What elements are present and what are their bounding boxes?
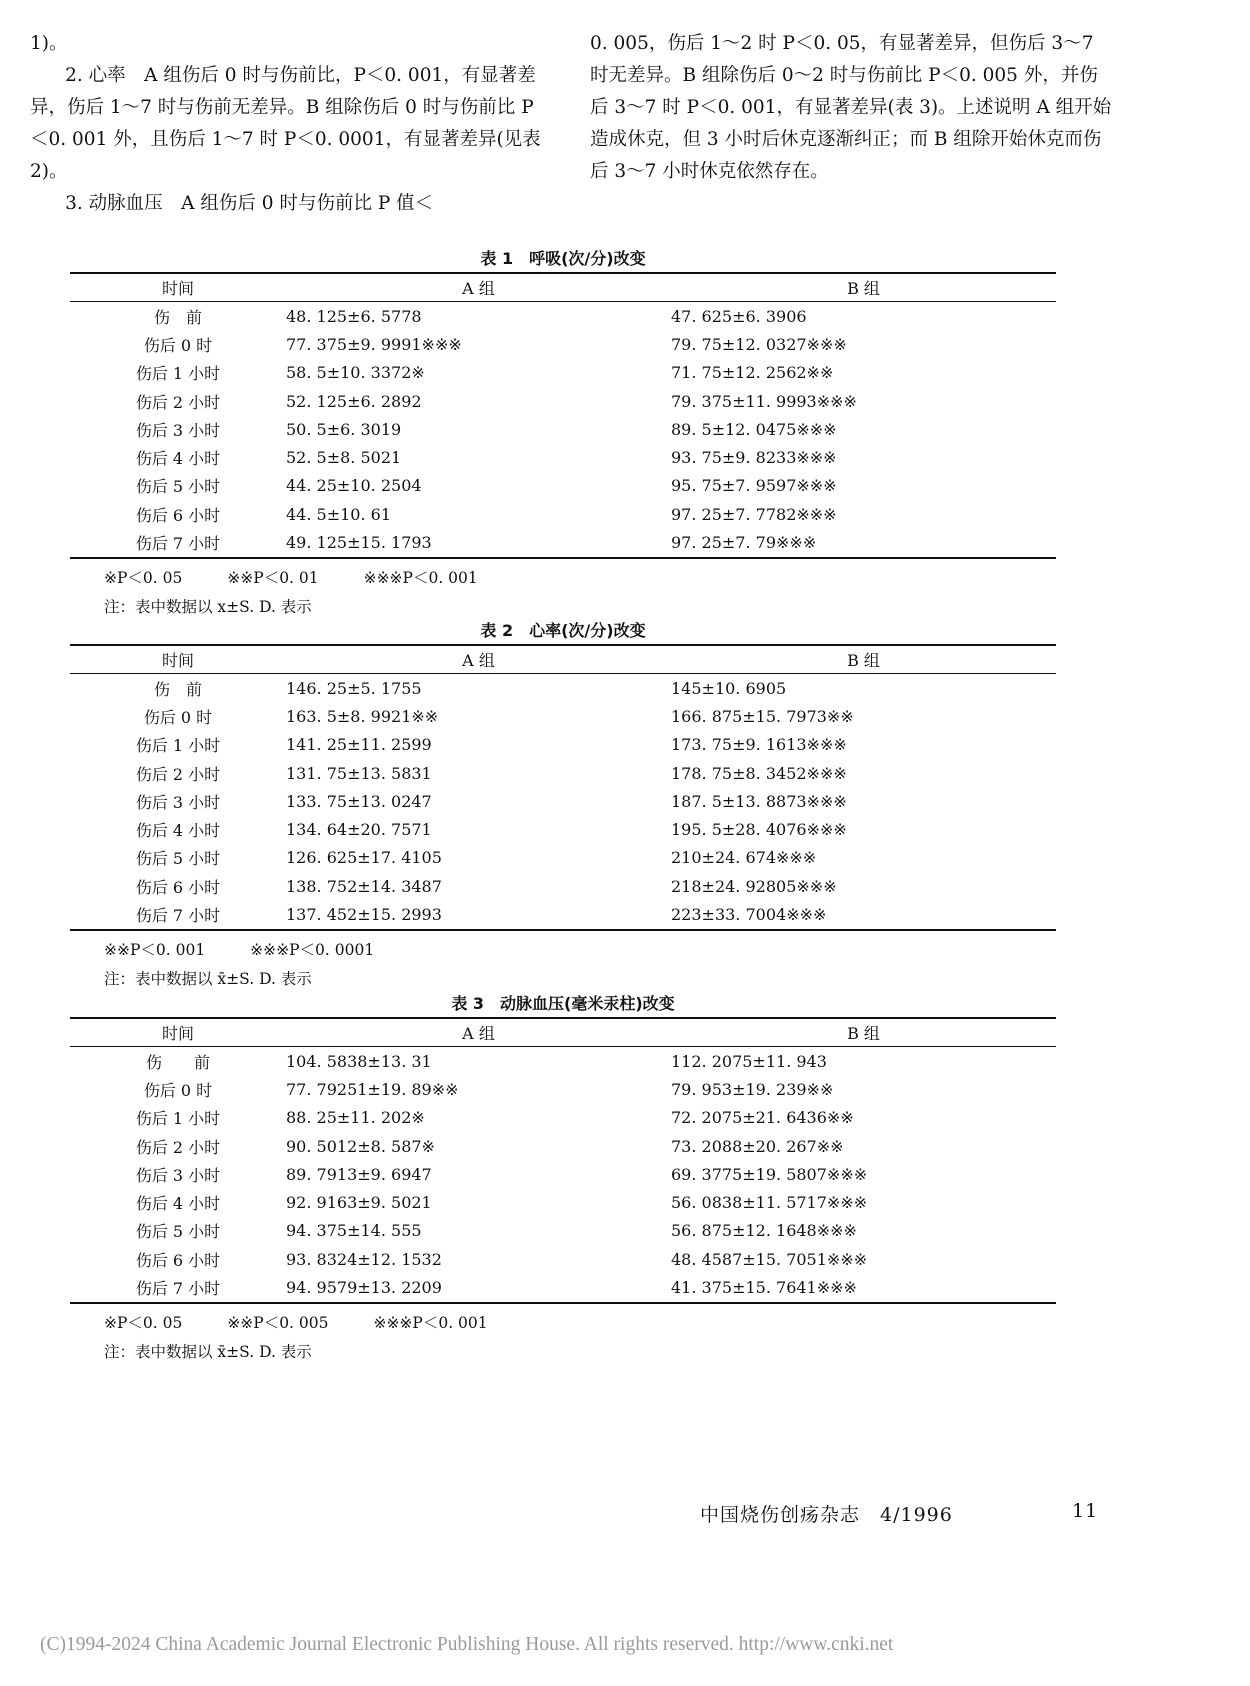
significance-item: ※※P＜0. 005 xyxy=(227,1313,329,1332)
cell-time: 伤后 5 小时 xyxy=(135,477,221,497)
header-group-a: A 组 xyxy=(286,273,671,302)
table-row xyxy=(70,900,1056,929)
cell-time: 伤后 6 小时 xyxy=(135,877,221,897)
table-title: 表 3 动脉血压(毫米汞柱)改变 xyxy=(451,994,675,1013)
table-row xyxy=(70,415,1056,443)
cell-group-b: 112. 2075±11. 943 xyxy=(671,1051,827,1071)
table-header-row xyxy=(70,1018,1056,1047)
cell-group-b: 47. 625±6. 3906 xyxy=(671,306,807,326)
table-row xyxy=(70,674,1056,703)
cell-group-a: 44. 25±10. 2504 xyxy=(286,476,422,496)
table-header-row xyxy=(70,645,1056,674)
cell-group-a: 138. 752±14. 3487 xyxy=(286,876,442,896)
cell-time: 伤后 6 小时 xyxy=(135,505,221,525)
table-row xyxy=(70,1047,1056,1076)
cell-group-b: 69. 3775±19. 5807※※※ xyxy=(671,1164,868,1184)
journal-footer xyxy=(700,1500,1100,1527)
cell-group-a: 90. 5012±8. 587※ xyxy=(286,1136,435,1156)
cell-group-b: 71. 75±12. 2562※※ xyxy=(671,363,834,383)
paragraph-heart-rate: 2. 心率 A 组伤后 0 时与伤前比，P＜0. 001，有显著差异，伤后 1～7 时与伤前无差异。B 组除伤后 0 时与伤前比 P＜0. 001 外，且伤后 1～7 时 P＜0. 0001，有显著差异(见表 2)。 xyxy=(30,65,541,182)
cell-time: 伤后 2 小时 xyxy=(135,764,221,784)
cell-time: 伤后 7 小时 xyxy=(70,1273,286,1302)
table-row xyxy=(70,472,1056,500)
cell-time: 伤后 1 小时 xyxy=(135,736,221,756)
cell-time: 伤后 1 小时 xyxy=(135,364,221,384)
table-row xyxy=(70,1104,1056,1132)
cell-group-b: 145±10. 6905 xyxy=(671,678,787,698)
cell-group-a: 133. 75±13. 0247 xyxy=(286,791,432,811)
cell-group-a: 131. 75±13. 5831 xyxy=(286,763,432,783)
significance-item: ※※※P＜0. 0001 xyxy=(250,940,375,959)
cell-time: 伤后 5 小时 xyxy=(135,849,221,869)
cell-group-b: 218±24. 92805※※※ xyxy=(671,876,837,896)
table-row xyxy=(70,702,1056,730)
table-row xyxy=(70,1132,1056,1160)
cell-time: 伤后 3 小时 xyxy=(135,792,221,812)
cell-group-a: 141. 25±11. 2599 xyxy=(286,735,432,755)
table-title: 表 2 心率(次/分)改变 xyxy=(480,621,646,640)
cell-time: 伤 前 xyxy=(153,307,202,327)
cell-time: 伤后 4 小时 xyxy=(135,1194,221,1214)
cell-group-b: 97. 25±7. 79※※※ xyxy=(671,528,1056,557)
cell-group-b: 73. 2088±20. 267※※ xyxy=(671,1136,844,1156)
cell-group-a: 94. 375±14. 555 xyxy=(286,1221,422,1241)
table-row xyxy=(70,302,1056,331)
cell-group-b: 195. 5±28. 4076※※※ xyxy=(671,820,847,840)
cell-group-b: 210±24. 674※※※ xyxy=(671,848,817,868)
table-2-block xyxy=(70,618,1056,993)
table-row xyxy=(70,872,1056,900)
page-number: 11 xyxy=(1072,1500,1099,1522)
cell-group-a: 44. 5±10. 61 xyxy=(286,504,392,524)
body-text-right-column xyxy=(590,28,1112,188)
cell-group-b: 166. 875±15. 7973※※ xyxy=(671,706,854,726)
cell-group-b: 178. 75±8. 3452※※※ xyxy=(671,763,847,783)
table-1-block xyxy=(70,246,1056,621)
cell-time: 伤后 4 小时 xyxy=(135,821,221,841)
significance-item: ※※※P＜0. 001 xyxy=(363,568,478,587)
cell-time: 伤后 3 小时 xyxy=(135,420,221,440)
table-row xyxy=(70,1217,1056,1245)
table-row xyxy=(70,815,1056,843)
table-title: 表 1 呼吸(次/分)改变 xyxy=(480,249,646,268)
cell-group-b: 48. 4587±15. 7051※※※ xyxy=(671,1249,868,1269)
cell-time: 伤后 1 小时 xyxy=(135,1109,221,1129)
table-row xyxy=(70,1075,1056,1103)
significance-item: ※P＜0. 05 xyxy=(104,1313,183,1332)
table-respiration xyxy=(70,272,1056,559)
header-time: 时间 xyxy=(70,1018,286,1047)
cell-group-a: 93. 8324±12. 1532 xyxy=(286,1249,442,1269)
cell-group-a: 134. 64±20. 7571 xyxy=(286,820,432,840)
significance-legend xyxy=(70,935,1056,965)
cell-time: 伤后 5 小时 xyxy=(135,1222,221,1242)
paragraph-blood-pressure: 3. 动脉血压 A 组伤后 0 时与伤前比 P 值＜ xyxy=(65,193,434,214)
table-row xyxy=(70,359,1056,387)
significance-item: ※※P＜0. 01 xyxy=(227,568,319,587)
header-group-b: B 组 xyxy=(671,645,1056,674)
cell-time: 伤后 0 时 xyxy=(143,707,213,727)
cell-group-b: 223±33. 7004※※※ xyxy=(671,900,1056,929)
cell-time: 伤后 6 小时 xyxy=(135,1250,221,1270)
table-note: 注：表中数据以 x̄±S. D. 表示 xyxy=(104,1342,312,1361)
header-time: 时间 xyxy=(70,273,286,302)
table-row xyxy=(70,387,1056,415)
cell-group-a: 94. 9579±13. 2209 xyxy=(286,1273,671,1302)
cell-time: 伤后 0 时 xyxy=(143,1080,213,1100)
table-row xyxy=(70,731,1056,759)
cell-group-a: 49. 125±15. 1793 xyxy=(286,528,671,557)
cell-group-a: 77. 375±9. 9991※※※ xyxy=(286,334,462,354)
cell-group-b: 41. 375±15. 7641※※※ xyxy=(671,1273,1056,1302)
cell-time: 伤 前 xyxy=(145,1052,210,1072)
paragraph-continuation: 1)。 xyxy=(30,33,68,54)
cell-group-a: 88. 25±11. 202※ xyxy=(286,1108,425,1128)
table-heart-rate xyxy=(70,644,1056,931)
header-group-b: B 组 xyxy=(671,273,1056,302)
table-row xyxy=(70,528,1056,557)
copyright-notice: (C)1994-2024 China Academic Journal Electronic Publishing House. All rights reserved. http://www.cnki.net xyxy=(40,1634,894,1655)
cell-group-a: 77. 79251±19. 89※※ xyxy=(286,1079,459,1099)
table-row xyxy=(70,500,1056,528)
paragraph-blood-pressure-continued: 0. 005，伤后 1～2 时 P＜0. 05，有显著差异，但伤后 3～7 时无差异。B 组除伤后 0～2 时与伤前比 P＜0. 005 外，并伤后 3～7 时 P＜0. 001，有显著差异(表 3)。上述说明 A 组开始造成休克，但 3 小时后休克逐渐纠正；而 B 组除开始休克而伤后 3～7 小时休克依然存在。 xyxy=(590,33,1112,182)
significance-legend xyxy=(70,563,1056,593)
significance-legend xyxy=(70,1308,1056,1338)
cell-group-b: 97. 25±7. 7782※※※ xyxy=(671,504,837,524)
table-header-row xyxy=(70,273,1056,302)
cell-group-b: 72. 2075±21. 6436※※ xyxy=(671,1108,854,1128)
table-row xyxy=(70,759,1056,787)
cell-group-a: 137. 452±15. 2993 xyxy=(286,900,671,929)
table-row xyxy=(70,443,1056,471)
body-text-left-column xyxy=(30,28,542,220)
cell-group-b: 79. 375±11. 9993※※※ xyxy=(671,391,857,411)
cell-group-a: 48. 125±6. 5778 xyxy=(286,306,422,326)
cell-group-a: 58. 5±10. 3372※ xyxy=(286,363,425,383)
cell-group-a: 52. 5±8. 5021 xyxy=(286,448,402,468)
cell-time: 伤后 0 时 xyxy=(143,335,213,355)
table-3-block xyxy=(70,991,1056,1366)
journal-name: 中国烧伤创疡杂志 4/1996 xyxy=(700,1504,953,1526)
table-row xyxy=(70,844,1056,872)
cell-group-b: 56. 875±12. 1648※※※ xyxy=(671,1221,857,1241)
cell-group-b: 79. 953±19. 239※※ xyxy=(671,1079,834,1099)
cell-group-b: 95. 75±7. 9597※※※ xyxy=(671,476,837,496)
cell-time: 伤后 3 小时 xyxy=(135,1165,221,1185)
cell-group-a: 92. 9163±9. 5021 xyxy=(286,1193,432,1213)
cell-group-b: 56. 0838±11. 5717※※※ xyxy=(671,1193,868,1213)
cell-time: 伤 前 xyxy=(153,679,202,699)
cell-time: 伤后 7 小时 xyxy=(70,900,286,929)
cell-group-a: 163. 5±8. 9921※※ xyxy=(286,706,439,726)
cell-time: 伤后 7 小时 xyxy=(70,528,286,557)
cell-group-b: 187. 5±13. 8873※※※ xyxy=(671,791,847,811)
cell-time: 伤后 2 小时 xyxy=(135,392,221,412)
table-row xyxy=(70,1273,1056,1302)
cell-group-a: 104. 5838±13. 31 xyxy=(286,1051,432,1071)
cell-time: 伤后 2 小时 xyxy=(135,1137,221,1157)
significance-item: ※P＜0. 05 xyxy=(104,568,183,587)
table-row xyxy=(70,1188,1056,1216)
table-row xyxy=(70,787,1056,815)
table-row xyxy=(70,330,1056,358)
cell-group-a: 50. 5±6. 3019 xyxy=(286,419,402,439)
cell-group-b: 93. 75±9. 8233※※※ xyxy=(671,448,837,468)
cell-group-a: 52. 125±6. 2892 xyxy=(286,391,422,411)
cell-group-a: 89. 7913±9. 6947 xyxy=(286,1164,432,1184)
cell-group-b: 89. 5±12. 0475※※※ xyxy=(671,419,837,439)
cell-group-a: 146. 25±5. 1755 xyxy=(286,678,422,698)
table-arterial-pressure xyxy=(70,1017,1056,1304)
table-note: 注：表中数据以 x±S. D. 表示 xyxy=(104,597,312,616)
cell-group-b: 173. 75±9. 1613※※※ xyxy=(671,735,847,755)
significance-item: ※※P＜0. 001 xyxy=(104,940,206,959)
cell-group-a: 126. 625±17. 4105 xyxy=(286,848,442,868)
cell-time: 伤后 4 小时 xyxy=(135,449,221,469)
table-row xyxy=(70,1245,1056,1273)
table-row xyxy=(70,1160,1056,1188)
cell-group-b: 79. 75±12. 0327※※※ xyxy=(671,334,847,354)
header-time: 时间 xyxy=(70,645,286,674)
table-note: 注：表中数据以 x̄±S. D. 表示 xyxy=(104,969,312,988)
significance-item: ※※※P＜0. 001 xyxy=(373,1313,488,1332)
header-group-a: A 组 xyxy=(286,645,671,674)
header-group-b: B 组 xyxy=(671,1018,1056,1047)
header-group-a: A 组 xyxy=(286,1018,671,1047)
